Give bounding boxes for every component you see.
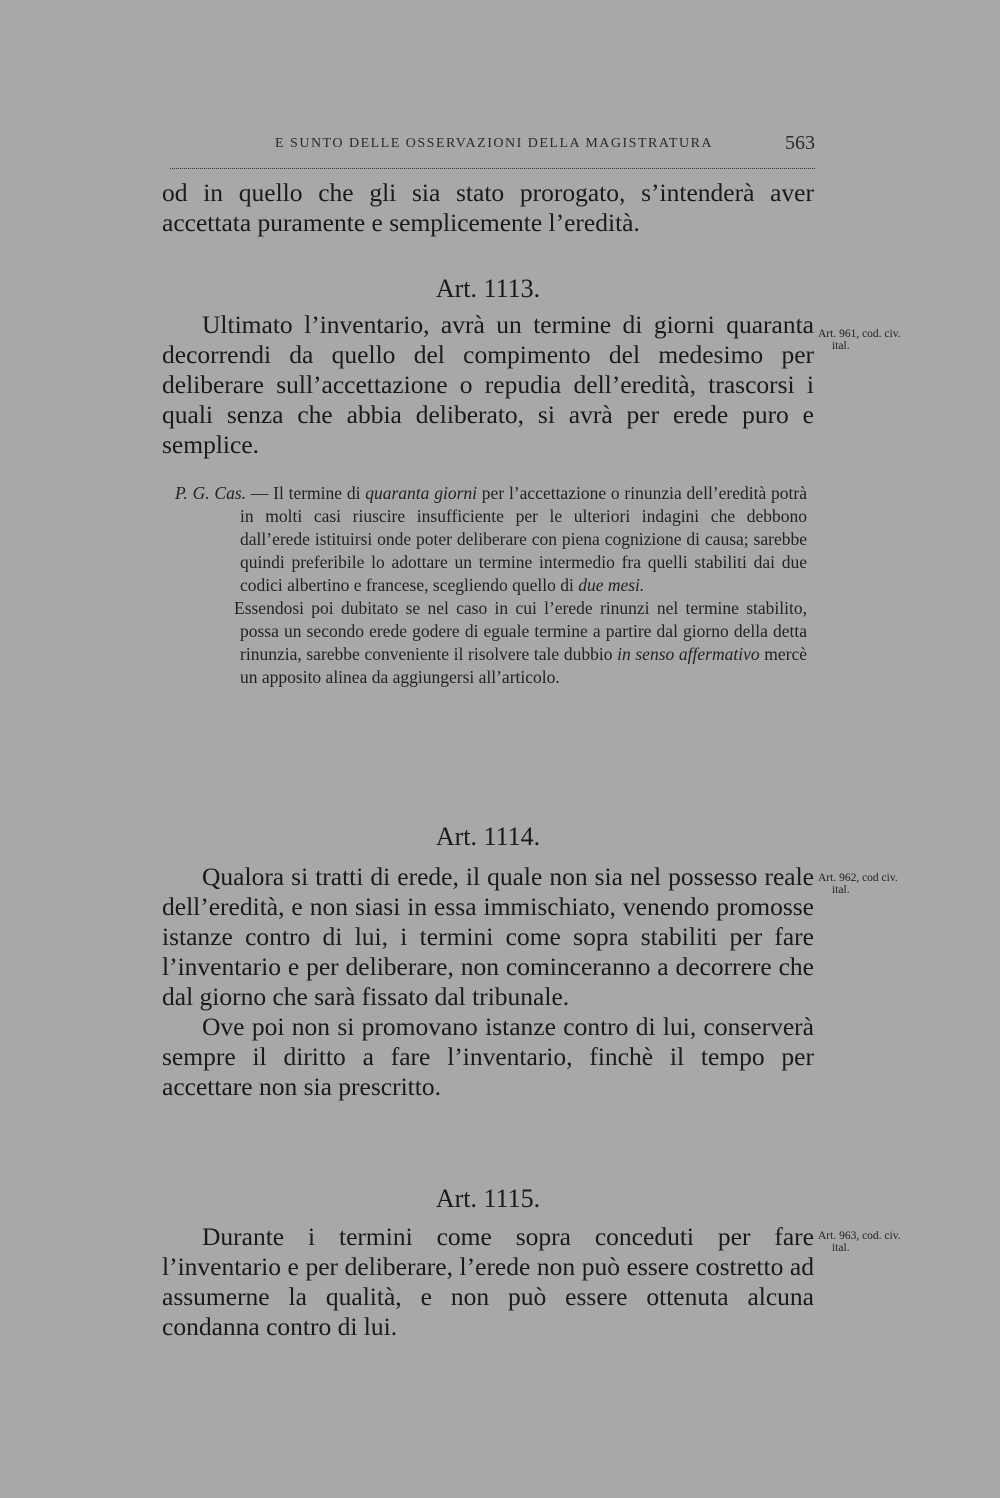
article-1115-body [162,1222,814,1342]
article-1115-heading: Art. 1115. [435,1184,541,1213]
page-number: 563 [785,132,815,154]
continuation-text: od in quello che gli sia stato prorogato, s’intenderà aver accettata puramente e semplicemente l’eredità. [162,178,814,237]
commentary-source: P. G. Cas. [175,483,247,503]
margin-reference: Art. 961, cod. civ. [818,328,901,340]
article-1113-commentary [175,482,807,689]
article-1115-text: Durante i termini come sopra conceduti per fare l’inventario e per deliberare, l’erede non può essere costretto ad assumerne la qualità, e non può essere ottenuta alcuna condanna contro di lui. [162,1222,814,1341]
article-1114-heading: Art. 1114. [435,822,541,851]
article-1113-margin-note [818,328,938,352]
margin-reference: Art. 963, cod. civ. [818,1230,901,1242]
running-title: E SUNTO DELLE OSSERVAZIONI DELLA MAGISTRATURA [275,136,714,151]
article-1114-margin-note [818,872,938,896]
continuation-paragraph [162,178,814,238]
article-1113-text: Ultimato l’inventario, avrà un termine di giorni quaranta decorrendi da quello del compimento del medesimo per deliberare sull’accettazione o repudia dell’eredità, trascorsi i quali senza che abbia deliberato, si avrà per erede puro e semplice. [162,310,814,459]
article-1114-body [162,862,814,1102]
margin-reference-cont: ital. [832,340,850,352]
article-1113-body [162,310,814,460]
margin-reference-cont: ital. [832,884,850,896]
article-1113-heading: Art. 1113. [435,274,541,303]
commentary-paragraph-1: P. G. Cas. — Il termine di quaranta giorni per l’accettazione o rinunzia dell’eredità potrà in molti casi riuscire insufficiente per le ulteriori indagini che debbono dall’erede istituirsi onde poter deliberare con piena cognizione di causa; sarebbe quindi preferibile lo adottare un termine intermedio fra quelli stabiliti dai due codici albertino e francese, scegliendo quello di due mesi. [175,483,807,595]
article-1114-paragraph-2: Ove poi non si promovano istanze contro di lui, conserverà sempre il diritto a fare l’inventario, finchè il tempo per accettare non sia prescritto. [162,1012,814,1101]
margin-reference: Art. 962, cod civ. [818,872,898,884]
commentary-paragraph-2: Essendosi poi dubitato se nel caso in cui l’erede rinunzi nel termine stabilito, possa un secondo erede godere di eguale termine a partire dal giorno della detta rinunzia, sarebbe conveniente il risolvere tale dubbio in senso affermativo mercè un apposito alinea da aggiungersi all’articolo. [234,598,808,687]
article-1115-margin-note [818,1230,938,1254]
margin-reference-cont: ital. [832,1242,850,1254]
running-header [170,128,815,169]
article-1114-paragraph-1: Qualora si tratti di erede, il quale non sia nel possesso reale dell’eredità, e non siasi in essa immischiato, venendo promosse istanze contro di lui, i termini come sopra stabiliti per fare l’inventario e per deliberare, non cominceranno a decorrere che dal giorno che sarà fissato dal tribunale. [162,862,814,1011]
